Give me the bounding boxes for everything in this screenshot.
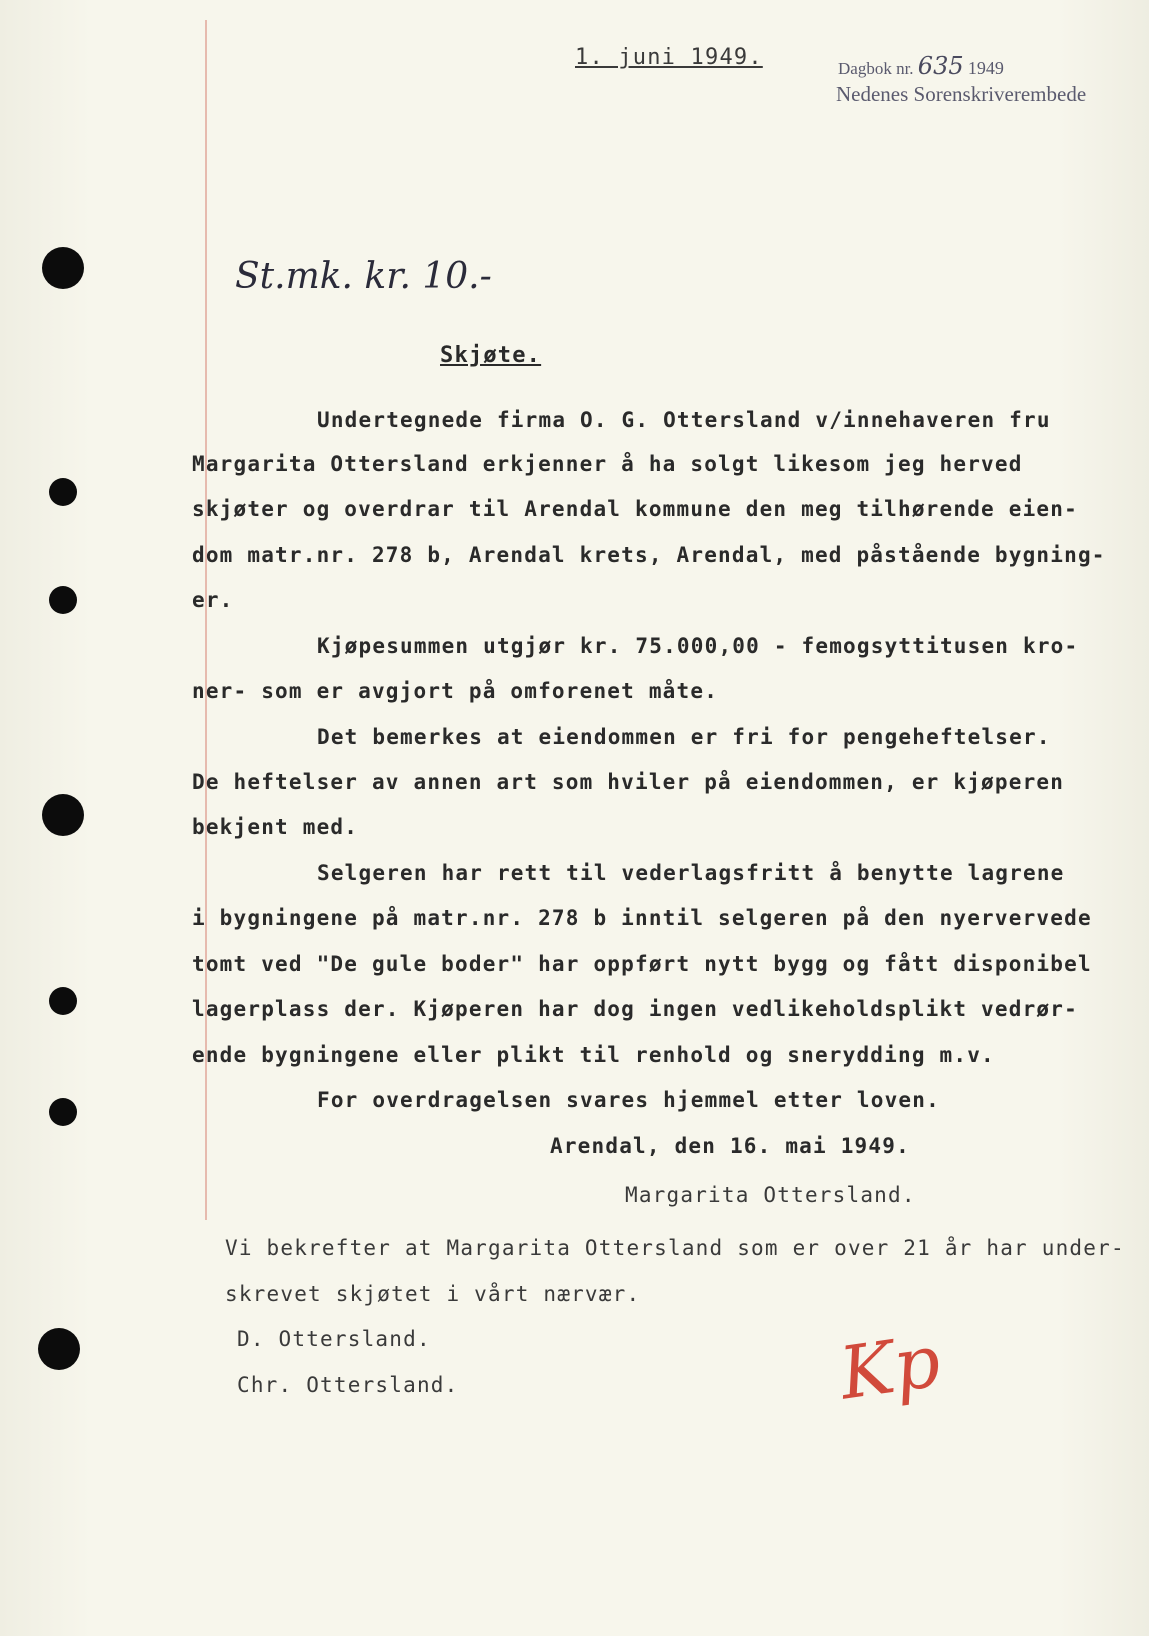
body-line: skjøter og overdrar til Arendal kommune den meg tilhørende eien- <box>192 497 1078 521</box>
dagbok-stamp <box>838 52 1004 80</box>
signer-name: Margarita Ottersland. <box>625 1183 916 1207</box>
body-line: i bygningene på matr.nr. 278 b inntil selgeren på den nyervervede <box>192 906 1092 930</box>
body-line: dom matr.nr. 278 b, Arendal krets, Arendal, med påstående bygning- <box>192 543 1106 567</box>
witness-name: Chr. Ottersland. <box>237 1373 459 1397</box>
body-line: For overdragelsen svares hjemmel etter loven. <box>317 1088 940 1112</box>
body-line: er. <box>192 588 234 612</box>
body-line: Det bemerkes at eiendommen er fri for pengeheftelser. <box>317 725 1051 749</box>
body-line: ner- som er avgjort på omforenet måte. <box>192 679 719 703</box>
body-line: tomt ved "De gule boder" har oppført nytt bygg og fått disponibel <box>192 952 1092 976</box>
punch-hole <box>42 794 84 836</box>
body-line: lagerplass der. Kjøperen har dog ingen vedlikeholdsplikt vedrør- <box>192 997 1078 1021</box>
punch-hole <box>42 247 84 289</box>
office-stamp: Nedenes Sorenskriverembede <box>836 82 1087 106</box>
witness-line: Vi bekrefter at Margarita Ottersland som er over 21 år har under- <box>225 1236 1125 1260</box>
stamp-duty-note: St.mk. kr. 10.- <box>235 256 492 297</box>
body-line: Kjøpesummen utgjør kr. 75.000,00 - femogsyttitusen kro- <box>317 634 1079 658</box>
dagbok-number: 635 <box>917 52 964 80</box>
place-date: Arendal, den 16. mai 1949. <box>550 1134 910 1158</box>
dagbok-year: 1949 <box>967 58 1004 78</box>
punch-hole <box>49 987 77 1015</box>
punch-hole <box>49 478 77 506</box>
body-line: Margarita Ottersland erkjenner å ha solgt likesom jeg herved <box>192 452 1023 476</box>
body-line: ende bygningene eller plikt til renhold og snerydding m.v. <box>192 1043 995 1067</box>
punch-hole <box>49 1098 77 1126</box>
margin-line <box>205 20 207 1220</box>
punch-hole <box>49 586 77 614</box>
body-line: Undertegnede firma O. G. Ottersland v/innehaveren fru <box>317 408 1051 432</box>
initials-red: Kp <box>834 1318 946 1416</box>
body-line: De heftelser av annen art som hviler på eiendommen, er kjøperen <box>192 770 1065 794</box>
body-line: Selgeren har rett til vederlagsfritt å benytte lagrene <box>317 861 1065 885</box>
witness-line: skrevet skjøtet i vårt nærvær. <box>225 1282 641 1306</box>
body-line: bekjent med. <box>192 815 359 839</box>
punch-hole <box>38 1328 80 1370</box>
document-title: Skjøte. <box>440 343 542 368</box>
witness-name: D. Ottersland. <box>237 1327 431 1351</box>
header-date: 1. juni 1949. <box>575 45 763 70</box>
dagbok-label: Dagbok nr. <box>838 59 914 78</box>
